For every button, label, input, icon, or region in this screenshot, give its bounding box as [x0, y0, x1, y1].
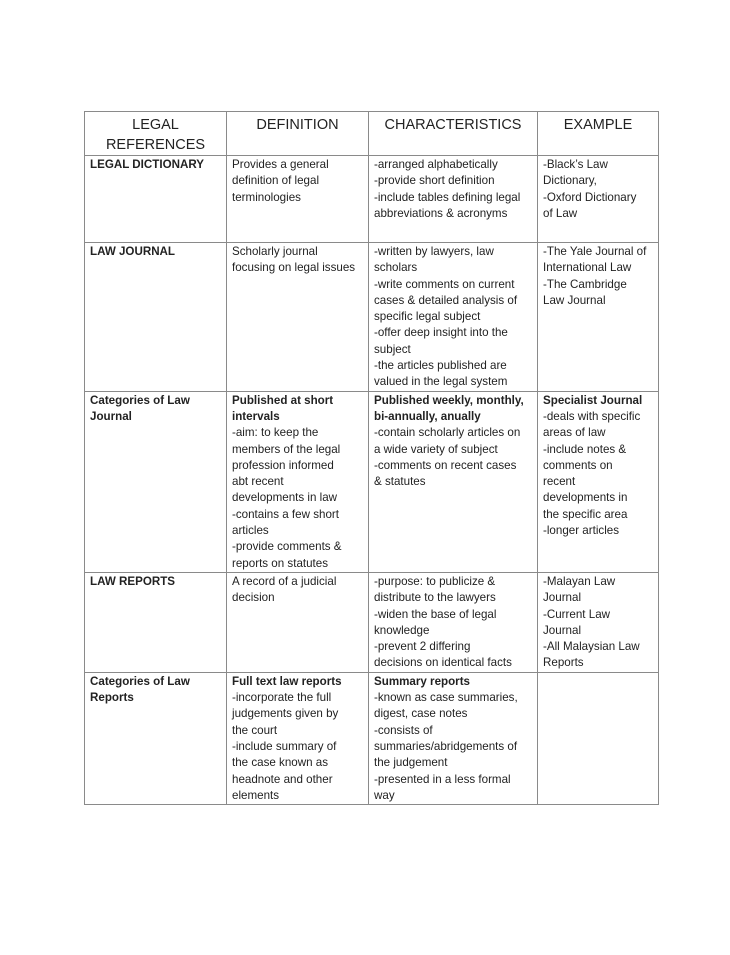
definition-line: focusing on legal issues: [232, 261, 356, 275]
characteristics-line: valued in the legal system: [374, 375, 508, 389]
reference-line: Reports: [90, 691, 134, 705]
characteristics-line: -purpose: to publicize &: [374, 574, 496, 588]
characteristics-heading-line: Published weekly, monthly,: [374, 393, 524, 407]
example-line: -The Yale Journal of: [543, 245, 647, 258]
table-row: [85, 672, 659, 804]
table-row: [85, 391, 659, 572]
example-line: -Malayan Law: [543, 574, 616, 588]
definition-line: Provides a general: [232, 158, 329, 171]
characteristics-line: -prevent 2 differing: [374, 640, 471, 654]
reference-line: LEGAL DICTIONARY: [90, 158, 205, 171]
characteristics-line: -the articles published are: [374, 359, 507, 373]
row-definition-cell: [227, 391, 369, 572]
row-definition-cell: [227, 243, 369, 392]
definition-line: definition of legal: [232, 174, 320, 188]
reference-line: LAW REPORTS: [90, 574, 176, 588]
definition-line: developments in law: [232, 491, 338, 505]
characteristics-line: scholars: [374, 261, 418, 275]
definition-heading-line: Full text law reports: [232, 674, 342, 688]
example-line: developments in: [543, 491, 628, 505]
definition-line: headnote and other: [232, 772, 333, 786]
row-example-cell: [538, 391, 659, 572]
row-reference-cell: [85, 391, 227, 572]
characteristics-line: -include tables defining legal: [374, 190, 521, 204]
row-reference-cell: [85, 572, 227, 672]
characteristics-line: -contain scholarly articles on: [374, 426, 521, 440]
header-legal-references: [85, 112, 227, 156]
legal-references-table: [84, 111, 659, 805]
reference-line: Journal: [90, 409, 132, 423]
header-example: EXAMPLE: [538, 112, 659, 156]
definition-line: members of the legal: [232, 442, 341, 456]
characteristics-line: way: [374, 788, 395, 802]
characteristics-line: subject: [374, 342, 411, 356]
row-characteristics-cell: [369, 672, 538, 804]
example-line: Dictionary,: [543, 174, 597, 188]
row-reference-cell: [85, 672, 227, 804]
row-example-cell: [538, 672, 659, 804]
definition-heading-line: Published at short: [232, 393, 334, 407]
example-line: -include notes &: [543, 442, 627, 456]
row-definition-cell: [227, 572, 369, 672]
characteristics-heading-line: Summary reports: [374, 674, 471, 688]
row-definition-cell: [227, 156, 369, 243]
example-line: of Law: [543, 206, 578, 220]
characteristics-line: cases & detailed analysis of: [374, 293, 518, 307]
characteristics-line: -provide short definition: [374, 174, 495, 188]
row-characteristics-cell: [369, 243, 538, 392]
example-line: -Black’s Law: [543, 158, 608, 171]
definition-line: elements: [232, 788, 280, 802]
characteristics-line: -offer deep insight into the: [374, 326, 508, 340]
header-legal-references-line2: REFERENCES: [105, 136, 206, 153]
table-row: [85, 156, 659, 243]
example-line: -The Cambridge: [543, 277, 627, 291]
example-line: Journal: [543, 623, 582, 637]
header-characteristics: CHARACTERISTICS: [369, 112, 538, 156]
reference-line: Categories of Law: [90, 393, 190, 407]
characteristics-line: -consists of: [374, 723, 433, 737]
example-line: -Oxford Dictionary: [543, 190, 637, 204]
example-line: the specific area: [543, 507, 628, 521]
characteristics-line: -arranged alphabetically: [374, 158, 498, 171]
example-line: Reports: [543, 656, 584, 670]
table-header-row: [85, 112, 659, 156]
definition-line: the court: [232, 723, 278, 737]
definition-heading-line: intervals: [232, 409, 280, 423]
characteristics-line: -write comments on current: [374, 277, 515, 291]
example-line: -longer articles: [543, 524, 620, 538]
row-characteristics-cell: [369, 391, 538, 572]
definition-line: abt recent: [232, 475, 284, 489]
example-line: -All Malaysian Law: [543, 640, 640, 654]
definition-line: Scholarly journal: [232, 245, 318, 258]
definition-line: judgements given by: [232, 707, 339, 721]
table-row: [85, 572, 659, 672]
definition-line: terminologies: [232, 190, 301, 204]
row-reference-cell: [85, 243, 227, 392]
row-example-cell: [538, 243, 659, 392]
characteristics-line: decisions on identical facts: [374, 656, 512, 670]
definition-line: articles: [232, 524, 269, 538]
characteristics-line: the judgement: [374, 756, 448, 770]
definition-line: reports on statutes: [232, 556, 329, 570]
definition-line: -provide comments &: [232, 540, 342, 554]
definition-line: decision: [232, 591, 275, 605]
characteristics-line: a wide variety of subject: [374, 442, 498, 456]
characteristics-line: -written by lawyers, law: [374, 245, 494, 258]
characteristics-line: digest, case notes: [374, 707, 468, 721]
example-heading-line: Specialist Journal: [543, 393, 643, 407]
characteristics-line: -known as case summaries,: [374, 691, 518, 705]
characteristics-line: -comments on recent cases: [374, 458, 517, 472]
header-definition: DEFINITION: [227, 112, 369, 156]
characteristics-line: summaries/abridgements of: [374, 739, 518, 753]
reference-line: LAW JOURNAL: [90, 245, 176, 258]
definition-line: profession informed: [232, 458, 334, 472]
characteristics-line: specific legal subject: [374, 310, 481, 324]
example-line: Journal: [543, 591, 582, 605]
definition-line: the case known as: [232, 756, 329, 770]
definition-line: -incorporate the full: [232, 691, 332, 705]
header-legal-references-line1: LEGAL: [132, 117, 179, 133]
characteristics-line: abbreviations & acronyms: [374, 206, 508, 220]
example-line: -Current Law: [543, 607, 611, 621]
characteristics-line: distribute to the lawyers: [374, 591, 496, 605]
characteristics-line: -presented in a less formal: [374, 772, 511, 786]
example-line: International Law: [543, 261, 632, 275]
table-row: [85, 243, 659, 392]
example-line: recent: [543, 475, 576, 489]
definition-line: A record of a judicial: [232, 574, 337, 588]
reference-line: Categories of Law: [90, 674, 190, 688]
example-line: Law Journal: [543, 293, 606, 307]
definition-line: -aim: to keep the: [232, 426, 319, 440]
example-line: areas of law: [543, 426, 606, 440]
definition-line: -include summary of: [232, 739, 337, 753]
characteristics-line: & statutes: [374, 475, 426, 489]
definition-line: -contains a few short: [232, 507, 339, 521]
row-characteristics-cell: [369, 156, 538, 243]
row-characteristics-cell: [369, 572, 538, 672]
characteristics-heading-line: bi-annually, anually: [374, 409, 481, 423]
characteristics-line: -widen the base of legal: [374, 607, 497, 621]
characteristics-line: knowledge: [374, 623, 430, 637]
row-example-cell: [538, 572, 659, 672]
row-example-cell: [538, 156, 659, 243]
example-line: -deals with specific: [543, 409, 641, 423]
row-reference-cell: [85, 156, 227, 243]
row-definition-cell: [227, 672, 369, 804]
example-line: comments on: [543, 458, 613, 472]
